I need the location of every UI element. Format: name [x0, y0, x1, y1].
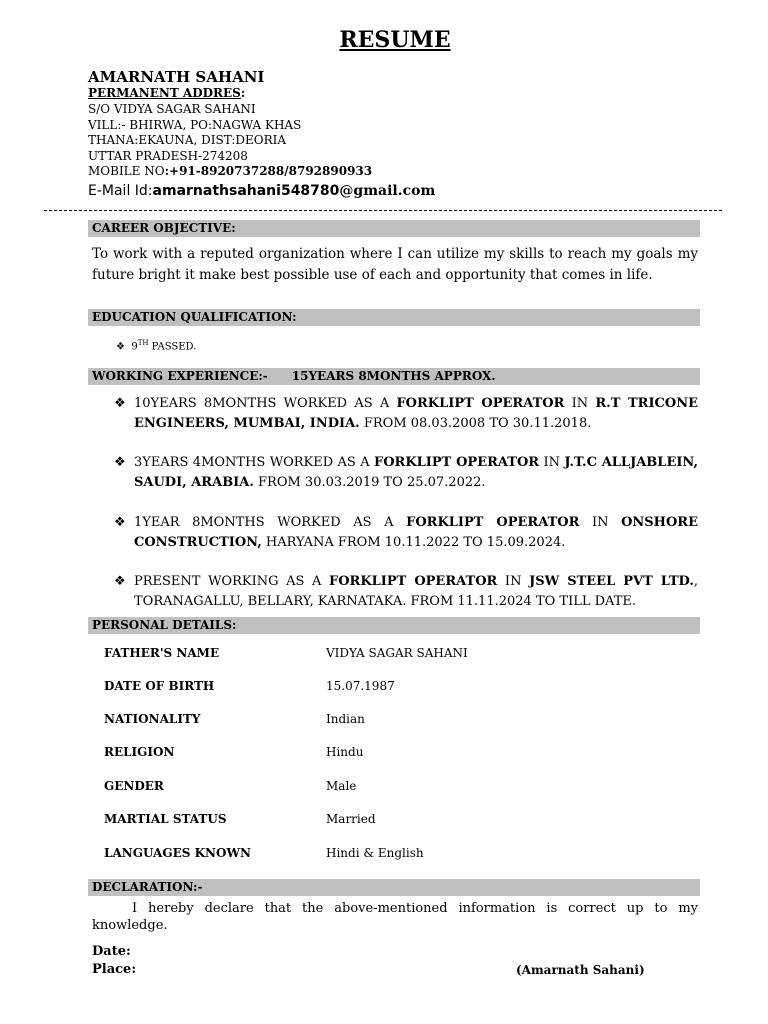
experience-text: 3YEARS 4MONTHS WORKED AS A	[134, 455, 374, 470]
address-label: PERMANENT ADDRES	[88, 86, 241, 100]
personal-label-marital-status: MARTIAL STATUS	[104, 812, 227, 826]
personal-value-dob: 15.07.1987	[326, 679, 395, 693]
experience-text: 1YEAR 8MONTHS WORKED AS A	[134, 515, 407, 530]
diamond-bullet-icon: ❖	[114, 396, 126, 411]
address-label-colon: :	[240, 86, 246, 100]
dashed-divider	[44, 210, 722, 211]
declaration-heading: DECLARATION:-	[88, 879, 700, 896]
email-line	[88, 183, 435, 199]
personal-details-heading: PERSONAL DETAILS:	[88, 617, 700, 634]
personal-label-religion: RELIGION	[104, 745, 175, 759]
education-item-superscript: TH	[137, 339, 149, 347]
experience-text: 10YEARS 8MONTHS WORKED AS A	[134, 396, 397, 411]
candidate-name: AMARNATH SAHANI	[88, 68, 265, 86]
address-line-2: VILL:- BHIRWA, PO:NAGWA KHAS	[88, 118, 302, 132]
email-user: amarnathsahani548780	[152, 183, 340, 199]
education-heading: EDUCATION QUALIFICATION:	[88, 309, 700, 326]
diamond-bullet-icon: ❖	[114, 455, 126, 470]
career-objective-heading: CAREER OBJECTIVE:	[88, 220, 700, 237]
experience-dates: FROM 08.03.2008 TO 30.11.2018.	[359, 415, 592, 431]
personal-label-dob: DATE OF BIRTH	[104, 679, 215, 693]
experience-company: J.T.C ALLJABLEIN, SAUDI, ARABIA.	[134, 455, 699, 490]
education-item-number: 9	[131, 341, 138, 353]
experience-item	[114, 394, 698, 433]
experience-company: JSW STEEL PVT LTD.	[529, 574, 694, 589]
education-item	[116, 339, 196, 352]
address-heading	[88, 86, 245, 100]
personal-value-marital-status: Married	[326, 812, 376, 826]
address-line-4: UTTAR PRADESH-274208	[88, 149, 248, 163]
experience-item	[114, 453, 698, 492]
experience-item	[114, 513, 698, 552]
resume-title: RESUME	[339, 27, 451, 53]
personal-label-nationality: NATIONALITY	[104, 712, 201, 726]
diamond-bullet-icon: ❖	[114, 574, 126, 589]
experience-dates: FROM 30.03.2019 TO 25.07.2022.	[253, 474, 486, 490]
personal-value-languages: Hindi & English	[326, 846, 424, 860]
experience-text: IN	[579, 515, 622, 530]
experience-role: FORKLIPT OPERATOR	[396, 396, 565, 411]
email-domain: @gmail.com	[339, 183, 436, 199]
personal-value-gender: Male	[326, 779, 357, 793]
diamond-bullet-icon: ❖	[114, 515, 126, 530]
mobile-line	[88, 164, 372, 178]
experience-company: ONSHORE CONSTRUCTION,	[134, 515, 698, 550]
experience-dates: , TORANAGALLU, BELLARY, KARNATAKA. FROM 11.11.2024 TO TILL DATE.	[134, 574, 698, 609]
date-label: Date:	[92, 944, 131, 959]
address-line-1: S/O VIDYA SAGAR SAHANI	[88, 102, 256, 116]
diamond-bullet-icon: ❖	[116, 341, 125, 353]
experience-text: IN	[539, 455, 565, 470]
personal-label-fathers-name: FATHER'S NAME	[104, 646, 220, 660]
declaration-text: I hereby declare that the above-mentioned information is correct up to my knowledge.	[92, 901, 698, 933]
mobile-label: MOBILE NO	[88, 164, 165, 178]
experience-role: FORKLIPT OPERATOR	[374, 455, 540, 470]
email-label: E-Mail Id:	[88, 183, 153, 199]
personal-value-fathers-name: VIDYA SAGAR SAHANI	[326, 646, 468, 660]
experience-item	[114, 572, 698, 611]
experience-text: IN	[497, 574, 530, 589]
personal-label-gender: GENDER	[104, 779, 164, 793]
signature-name: (Amarnath Sahani)	[516, 963, 645, 977]
personal-value-nationality: Indian	[326, 712, 365, 726]
personal-value-religion: Hindu	[326, 745, 364, 759]
place-label: Place:	[92, 962, 137, 977]
address-line-3: THANA:EKAUNA, DIST:DEORIA	[88, 133, 287, 147]
education-item-text: PASSED.	[148, 341, 197, 353]
experience-role: FORKLIPT OPERATOR	[406, 515, 580, 530]
experience-summary: 15YEARS 8MONTHS APPROX.	[291, 369, 496, 383]
mobile-number: :+91-8920737288/8792890933	[164, 164, 373, 178]
experience-heading	[88, 368, 700, 385]
experience-text: PRESENT WORKING AS A	[134, 574, 329, 589]
experience-text: IN	[564, 396, 596, 411]
experience-role: FORKLIPT OPERATOR	[329, 574, 498, 589]
experience-dates: HARYANA FROM 10.11.2022 TO 15.09.2024.	[261, 534, 566, 550]
experience-heading-label: WORKING EXPERIENCE:-	[92, 369, 268, 383]
experience-company: R.T TRICONE ENGINEERS, MUMBAI, INDIA.	[134, 396, 698, 431]
career-objective-text: To work with a reputed organization where I can utilize my skills to reach my goals my future bright it make best possible use of each and opportunity that comes in life.	[92, 246, 698, 283]
personal-label-languages: LANGUAGES KNOWN	[104, 846, 251, 860]
